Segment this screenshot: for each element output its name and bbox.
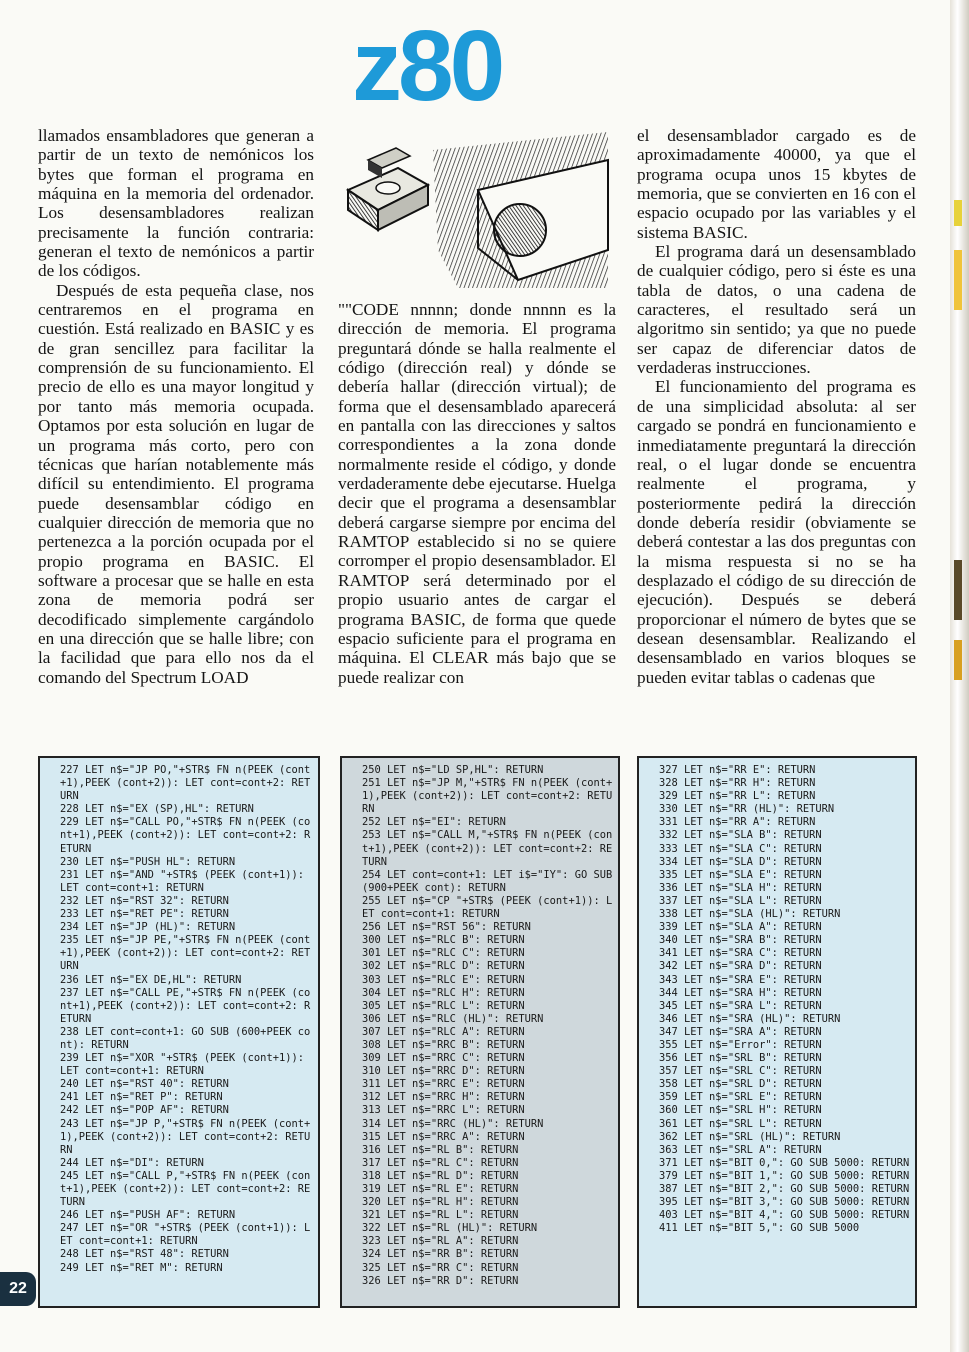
code-line: 327 LET n$="RR E": RETURN xyxy=(659,764,816,776)
basic-listing-2 xyxy=(340,756,620,1308)
code-line: 241 LET n$="RET P": RETURN xyxy=(60,1091,223,1104)
magazine-logo: z80 xyxy=(352,10,502,122)
code-line: 230 LET n$="PUSH HL": RETURN xyxy=(60,855,236,868)
code-line: 387 LET n$="BIT 2,": GO SUB 5000: RETURN xyxy=(659,1183,910,1195)
code-line: 248 LET n$="RST 48": RETURN xyxy=(60,1248,229,1261)
paragraph: El programa dará un desensamblado de cualquier código, pero si éste es una tabla de datos, o una cadena de caracteres, el resultado será un algoritmo sin sentido; ya que no puede ser capaz de diferenciar datos de verdaderas instrucciones. xyxy=(637,242,916,378)
code-line: 324 LET n$="RR B": RETURN xyxy=(362,1248,519,1261)
code-line: 338 LET n$="SLA (HL)": RETURN xyxy=(659,908,841,921)
code-line: 328 LET n$="RR H": RETURN xyxy=(659,777,816,790)
code-line: 229 LET n$="CALL PO,"+STR$ FN n(PEEK (cont+1),PEEK (cont+2)): LET cont=cont+2: RETURN xyxy=(60,816,311,855)
code-line: 362 LET n$="SRL (HL)": RETURN xyxy=(659,1130,841,1143)
basic-listing-3 xyxy=(637,756,917,1308)
code-line: 318 LET n$="RL D": RETURN xyxy=(362,1169,519,1182)
basic-listing-1 xyxy=(38,756,320,1308)
code-line: 242 LET n$="POP AF": RETURN xyxy=(60,1104,229,1117)
code-line: 403 LET n$="BIT 4,": GO SUB 5000: RETURN xyxy=(659,1209,910,1222)
article-column-2 xyxy=(338,300,616,687)
code-line: 231 LET n$="AND "+STR$ (PEEK (cont+1)): LET cont=cont+1: RETURN xyxy=(60,868,311,894)
puzzle-illustration xyxy=(338,130,616,290)
code-line: 312 LET n$="RRC H": RETURN xyxy=(362,1091,525,1104)
paragraph: ""CODE nnnnn; donde nnnnn es la dirección de memoria. El programa preguntará dónde se halla realmente el código (dirección real) y dónde se debería hallar (dirección virtual); de forma que el desensamblado aparecerá en pantalla con las direcciones y saltos correspondientes a la zona donde normalmente reside el código, y donde verdaderamente debe ejecutarse. Huelga decir que el programa a desensamblar deberá cargarse siempre por encima del RAMTOP establecido si no se quiere corromper el propio desensamblador. El RAMTOP será determinado por el propio usuario antes de cargar el programa BASIC, de forma que quede espacio suficiente para el programa en máquina. El CLEAR más bajo que se puede realizar con xyxy=(338,300,616,687)
code-line: 379 LET n$="BIT 1,": GO SUB 5000: RETURN xyxy=(659,1169,910,1182)
code-line: 250 LET n$="LD SP,HL": RETURN xyxy=(362,764,544,776)
code-line: 232 LET n$="RST 32": RETURN xyxy=(60,894,229,907)
code-line: 310 LET n$="RRC D": RETURN xyxy=(362,1065,525,1078)
code-line: 325 LET n$="RR C": RETURN xyxy=(362,1261,519,1274)
code-line: 356 LET n$="SRL B": RETURN xyxy=(659,1052,822,1065)
code-line: 361 LET n$="SRL L": RETURN xyxy=(659,1117,822,1130)
code-line: 311 LET n$="RRC E": RETURN xyxy=(362,1078,525,1091)
code-line: 304 LET n$="RLC H": RETURN xyxy=(362,986,525,999)
code-line: 308 LET n$="RRC B": RETURN xyxy=(362,1038,525,1051)
code-line: 236 LET n$="EX DE,HL": RETURN xyxy=(60,973,242,986)
code-line: 346 LET n$="SRA (HL)": RETURN xyxy=(659,1012,841,1025)
code-line: 233 LET n$="RET PE": RETURN xyxy=(60,908,229,921)
code-line: 322 LET n$="RL (HL)": RETURN xyxy=(362,1222,538,1235)
code-line: 357 LET n$="SRL C": RETURN xyxy=(659,1065,822,1078)
code-line: 247 LET n$="OR "+STR$ (PEEK (cont+1)): LET cont=cont+1: RETURN xyxy=(60,1222,311,1248)
code-line: 337 LET n$="SLA L": RETURN xyxy=(659,894,822,907)
code-line: 256 LET n$="RST 56": RETURN xyxy=(362,921,531,934)
code-line: 301 LET n$="RLC C": RETURN xyxy=(362,947,525,960)
code-line: 343 LET n$="SRA E": RETURN xyxy=(659,973,822,986)
code-line: 300 LET n$="RLC B": RETURN xyxy=(362,934,525,947)
code-line: 339 LET n$="SLA A": RETURN xyxy=(659,921,822,934)
code-line: 326 LET n$="RR D": RETURN xyxy=(362,1274,519,1287)
code-line: 321 LET n$="RL L": RETURN xyxy=(362,1209,519,1222)
code-line: 333 LET n$="SLA C": RETURN xyxy=(659,842,822,855)
code-line: 253 LET n$="CALL M,"+STR$ FN n(PEEK (cont+1),PEEK (cont+2)): LET cont=cont+2: RETURN xyxy=(362,829,613,868)
code-line: 235 LET n$="JP PE,"+STR$ FN n(PEEK (cont+1),PEEK (cont+2)): LET cont=cont+2: RETURN xyxy=(60,934,311,973)
code-line: 234 LET n$="JP (HL)": RETURN xyxy=(60,921,236,934)
code-line: 355 LET n$="Error": RETURN xyxy=(659,1038,822,1051)
code-line: 238 LET cont=cont+1: GO SUB (600+PEEK cont): RETURN xyxy=(60,1025,311,1051)
code-line: 227 LET n$="JP PO,"+STR$ FN n(PEEK (cont+1),PEEK (cont+2)): LET cont=cont+2: RETURN xyxy=(60,764,311,803)
article-column-3 xyxy=(637,126,916,687)
paragraph: llamados ensambladores que generan a partir de un texto de nemónicos los bytes que forman el programa en máquina en la memoria del ordenador. Los desensambladores realizan precisamente la función contraria: generan el texto de nemónicos a partir de los códigos. xyxy=(38,126,314,281)
code-line: 316 LET n$="RL B": RETURN xyxy=(362,1143,519,1156)
code-line: 244 LET n$="DI": RETURN xyxy=(60,1156,204,1169)
code-line: 323 LET n$="RL A": RETURN xyxy=(362,1235,519,1248)
code-line: 307 LET n$="RLC A": RETURN xyxy=(362,1025,525,1038)
code-line: 360 LET n$="SRL H": RETURN xyxy=(659,1104,822,1117)
code-line: 237 LET n$="CALL PE,"+STR$ FN n(PEEK (cont+1),PEEK (cont+2)): LET cont=cont+2: RETURN xyxy=(60,986,311,1025)
code-line: 371 LET n$="BIT 0,": GO SUB 5000: RETURN xyxy=(659,1156,910,1169)
code-line: 395 LET n$="BIT 3,": GO SUB 5000: RETURN xyxy=(659,1196,910,1209)
code-line: 306 LET n$="RLC (HL)": RETURN xyxy=(362,1012,544,1025)
code-line: 341 LET n$="SRA C": RETURN xyxy=(659,947,822,960)
page-number: 22 xyxy=(0,1272,36,1306)
code-line: 254 LET cont=cont+1: LET i$="IY": GO SUB (900+PEEK cont): RETURN xyxy=(362,868,619,894)
page-edge-strip xyxy=(950,0,969,1352)
code-line: 246 LET n$="PUSH AF": RETURN xyxy=(60,1209,236,1222)
code-line: 243 LET n$="JP P,"+STR$ FN n(PEEK (cont+1),PEEK (cont+2)): LET cont=cont+2: RETURN xyxy=(60,1117,311,1156)
code-line: 411 LET n$="BIT 5,": GO SUB 5000 xyxy=(659,1222,860,1235)
paragraph: El funcionamiento del programa es de una simplicidad absoluta: al ser cargado se pondrá en funcionamiento e inmediatamente preguntará la dirección real, o el lugar donde se encuentra realmente el programa, y posteriormente pedirá la dirección donde debería residir (obviamente se deberá contestar a las dos preguntas con la misma respuesta si no se ha desplazado el código de su dirección de ejecución). Después se deberá proporcionar el número de bytes que se desean desensamblar. Realizando el desensamblado en varios bloques se pueden evitar tablas o cadenas que xyxy=(637,377,916,687)
code-line: 252 LET n$="EI": RETURN xyxy=(362,816,506,829)
code-line: 345 LET n$="SRA L": RETURN xyxy=(659,999,822,1012)
code-line: 319 LET n$="RL E": RETURN xyxy=(362,1183,519,1195)
code-line: 240 LET n$="RST 40": RETURN xyxy=(60,1078,229,1091)
code-line: 332 LET n$="SLA B": RETURN xyxy=(659,829,822,842)
code-line: 239 LET n$="XOR "+STR$ (PEEK (cont+1)): LET cont=cont+1: RETURN xyxy=(60,1052,311,1078)
paragraph: el desensamblador cargado es de aproximadamente 40000, ya que el programa ocupa unos 15 kbytes de memoria, que se convierten en 16 con el espacio ocupado por las variables y el sistema BASIC. xyxy=(637,126,916,242)
paragraph: Después de esta pequeña clase, nos centraremos en el programa en cuestión. Está realizado en BASIC y es de gran sencillez para facilitar la comprensión de su funcionamiento. El precio de ello es una mayor longitud y por tanto más memoria ocupada. Optamos por esta solución en lugar de un programa más corto, pero con técnicas que harían notablemente más difícil su entendimiento. El programa puede desensamblar código en cualquier dirección de memoria que no pertenezca a la porción ocupada por el propio programa en BASIC. El software a procesar que se halle en esta zona de memoria podrá ser decodificado simplemente cargándolo en una dirección que se halle libre; con la facilidad que para ello nos da el comando del Spectrum LOAD xyxy=(38,280,314,687)
code-line: 359 LET n$="SRL E": RETURN xyxy=(659,1091,822,1104)
code-line: 245 LET n$="CALL P,"+STR$ FN n(PEEK (cont+1),PEEK (cont+2)): LET cont=cont+2: RETURN xyxy=(60,1169,311,1209)
code-line: 334 LET n$="SLA D": RETURN xyxy=(659,855,822,868)
code-line: 340 LET n$="SRA B": RETURN xyxy=(659,934,822,947)
code-line: 314 LET n$="RRC (HL)": RETURN xyxy=(362,1117,544,1130)
code-line: 320 LET n$="RL H": RETURN xyxy=(362,1196,519,1209)
code-line: 313 LET n$="RRC L": RETURN xyxy=(362,1104,525,1117)
code-line: 255 LET n$="CP "+STR$ (PEEK (cont+1)): LET cont=cont+1: RETURN xyxy=(362,894,613,921)
code-line: 330 LET n$="RR (HL)": RETURN xyxy=(659,803,835,816)
code-line: 358 LET n$="SRL D": RETURN xyxy=(659,1078,822,1091)
article-column-1 xyxy=(38,126,314,687)
code-line: 347 LET n$="SRA A": RETURN xyxy=(659,1025,822,1038)
code-line: 335 LET n$="SLA E": RETURN xyxy=(659,868,822,881)
code-line: 336 LET n$="SLA H": RETURN xyxy=(659,881,822,894)
code-line: 228 LET n$="EX (SP),HL": RETURN xyxy=(60,803,254,816)
code-line: 329 LET n$="RR L": RETURN xyxy=(659,790,816,803)
code-line: 331 LET n$="RR A": RETURN xyxy=(659,816,816,829)
code-line: 342 LET n$="SRA D": RETURN xyxy=(659,960,822,973)
code-line: 302 LET n$="RLC D": RETURN xyxy=(362,960,525,973)
code-line: 363 LET n$="SRL A": RETURN xyxy=(659,1143,822,1156)
code-line: 305 LET n$="RLC L": RETURN xyxy=(362,999,525,1012)
code-line: 315 LET n$="RRC A": RETURN xyxy=(362,1130,525,1143)
code-line: 344 LET n$="SRA H": RETURN xyxy=(659,986,822,999)
code-line: 317 LET n$="RL C": RETURN xyxy=(362,1156,519,1169)
code-line: 249 LET n$="RET M": RETURN xyxy=(60,1261,223,1274)
code-line: 309 LET n$="RRC C": RETURN xyxy=(362,1052,525,1065)
code-line: 303 LET n$="RLC E": RETURN xyxy=(362,973,525,986)
code-line: 251 LET n$="JP M,"+STR$ FN n(PEEK (cont+1),PEEK (cont+2)): LET cont=cont+2: RETURN xyxy=(362,777,613,816)
